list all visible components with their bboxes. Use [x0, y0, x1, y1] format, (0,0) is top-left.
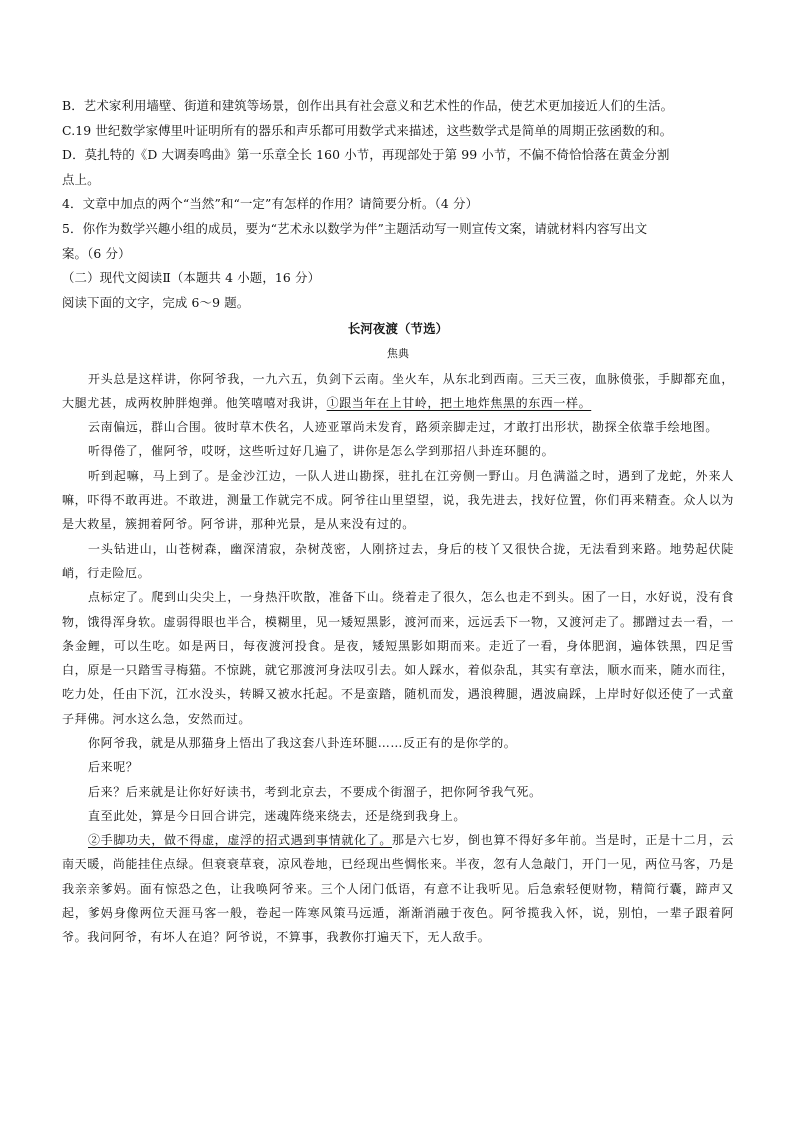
story-paragraph: 后来？后来就是让你好好读书，考到北京去，不要成个街溜子，把你阿爷我气死。 — [88, 784, 542, 799]
story-paragraph: 后来呢？ — [88, 760, 139, 775]
option-c: C.19 世纪数学家傅里叶证明所有的器乐和声乐都可用数学式来描述，这些数学式是简单的周期正弦函数的和。 — [62, 122, 673, 138]
story-paragraph: 直至此处，算是今日回合讲完，迷魂阵绕来绕去，还是绕到我身上。 — [88, 808, 467, 823]
paragraph-text: 开头总是这样讲，你阿爷我，一九六五，负剑下云南。坐火车，从东北到西南。三天三夜，血脉偾张，手脚都充血，大腿尤甚，成两枚肿胖炮弹。他笑嘻嘻对我讲， — [62, 371, 734, 410]
document-page — [62, 94, 734, 950]
story-paragraph: 一头钻进山，山苍树森，幽深清寂，杂树茂密，人刚挤过去，身后的枝丫又很快合拢，无法看到来路。地势起伏陡峭，行走险厄。 — [62, 541, 734, 580]
story-paragraph — [62, 828, 734, 949]
story-paragraph: 听得倦了，催阿爷，哎呀，这些听过好几遍了，讲你是怎么学到那招八卦连环腿的。 — [88, 444, 555, 459]
story-body — [62, 367, 734, 950]
story-title: 长河夜渡（节选） — [347, 321, 449, 337]
question-5-continued: 案。（6 分） — [62, 245, 131, 261]
option-d-continued: 点上。 — [62, 171, 100, 187]
story-paragraph: 点标定了。爬到山尖尖上，一身热汗吹散，准备下山。绕着走了很久，怎么也走不到头。困了一日，水好说，没有食物，饿得浑身软。虚弱得眼也半合，模糊里，见一矮短黑影，渡河而来，远远丢下一物，又渡河走了。挪蹭过去一看，一条金鲤，可以生吃。如是两日，每夜渡河投食。是夜，矮短黑影如期而来。走近了一看，身体肥润，遍体铁黑，四足雪白，原是一只踏雪寻梅猫。不惊跳，就它那渡河身法叹引去。如人踩水，着似杂乱，其实有章法，顺水而来，随水而往，吃力处，任由下沉，江水没头，转瞬又被水托起。不是蛮踏，随机而发，遇浪稗腿，遇波扁踩，上岸时好似还使了一式童子拜佛。河水这么急，安然而过。 — [62, 590, 734, 726]
question-4: 4．文章中加点的两个“当然”和“一定”有怎样的作用？请简要分析。（4 分） — [62, 196, 479, 212]
underlined-sentence-2: ②手脚功夫，做不得虚，虚浮的招式遇到事情就化了。 — [88, 833, 393, 848]
option-b: B．艺术家利用墙壁、街道和建筑等场景，创作出具有社会意义和艺术性的作品，使艺术更加接近人们的生活。 — [62, 98, 674, 113]
story-paragraph: 听到起嘛，马上到了。是金沙江边，一队人进山勘探，驻扎在江旁侧一野山。月色满溢之时，遇到了龙蛇，外来人嘛，吓得不敢再进。不敢进，测量工作就完不成。阿爷往山里望望，说，我先进去，找好位置，你们再来精查。众人以为是大救星，簇拥着阿爷。阿爷讲，那种光景，是从来没有过的。 — [62, 468, 734, 532]
option-d: D．莫扎特的《D 大调奏鸣曲》第一乐章全长 160 小节，再现部处于第 99 小节，不偏不倚恰恰落在黄金分割 — [62, 147, 670, 163]
reading-instruction: 阅读下面的文字，完成 6～9 题。 — [62, 294, 250, 310]
story-paragraph: 云南偏远，群山合围。彼时草木佚名，人迹亚罩尚未发育，路须亲脚走过，才敢打出形状，勘探全依靠手绘地图。 — [88, 420, 719, 435]
story-paragraph: 你阿爷我，就是从那猫身上悟出了我这套八卦连环腿……反正有的是你学的。 — [88, 735, 517, 750]
question-5: 5．你作为数学兴趣小组的成员，要为“艺术永以数学为伴”主题活动写一则宣传文案，请就材料内容写出文 — [62, 220, 648, 236]
story-paragraph — [62, 367, 734, 416]
section-heading: （二）现代文阅读Ⅱ（本题共 4 小题，16 分） — [62, 270, 321, 286]
underlined-sentence-1: ①跟当年在上甘岭，把土地炸焦黑的东西一样。 — [326, 395, 592, 410]
paragraph-text: 那是六七岁，倒也算不得好多年前。当是时，正是十二月，云南天暖，尚能挂住点绿。但衰衰草衰，凉风卷地，已经现出些惆怅来。半夜，忽有人急敲门，开门一见，两位马客，乃是我亲亲爹妈。面有惊恐之色，让我唤阿爷来。三个人闭门低语，有意不让我听见。后急索轻便财物，精简行囊，蹄声又起，爹妈身像两位天涯马客一般，卷起一阵寒风策马远遁，渐渐消融于夜色。阿爷揽我入怀，说，别怕，一辈子跟着阿爷。我问阿爷，有坏人在追？阿爷说，不算事，我教你打遍天下，无人敌手。 — [62, 833, 734, 945]
story-author: 焦典 — [386, 346, 410, 360]
